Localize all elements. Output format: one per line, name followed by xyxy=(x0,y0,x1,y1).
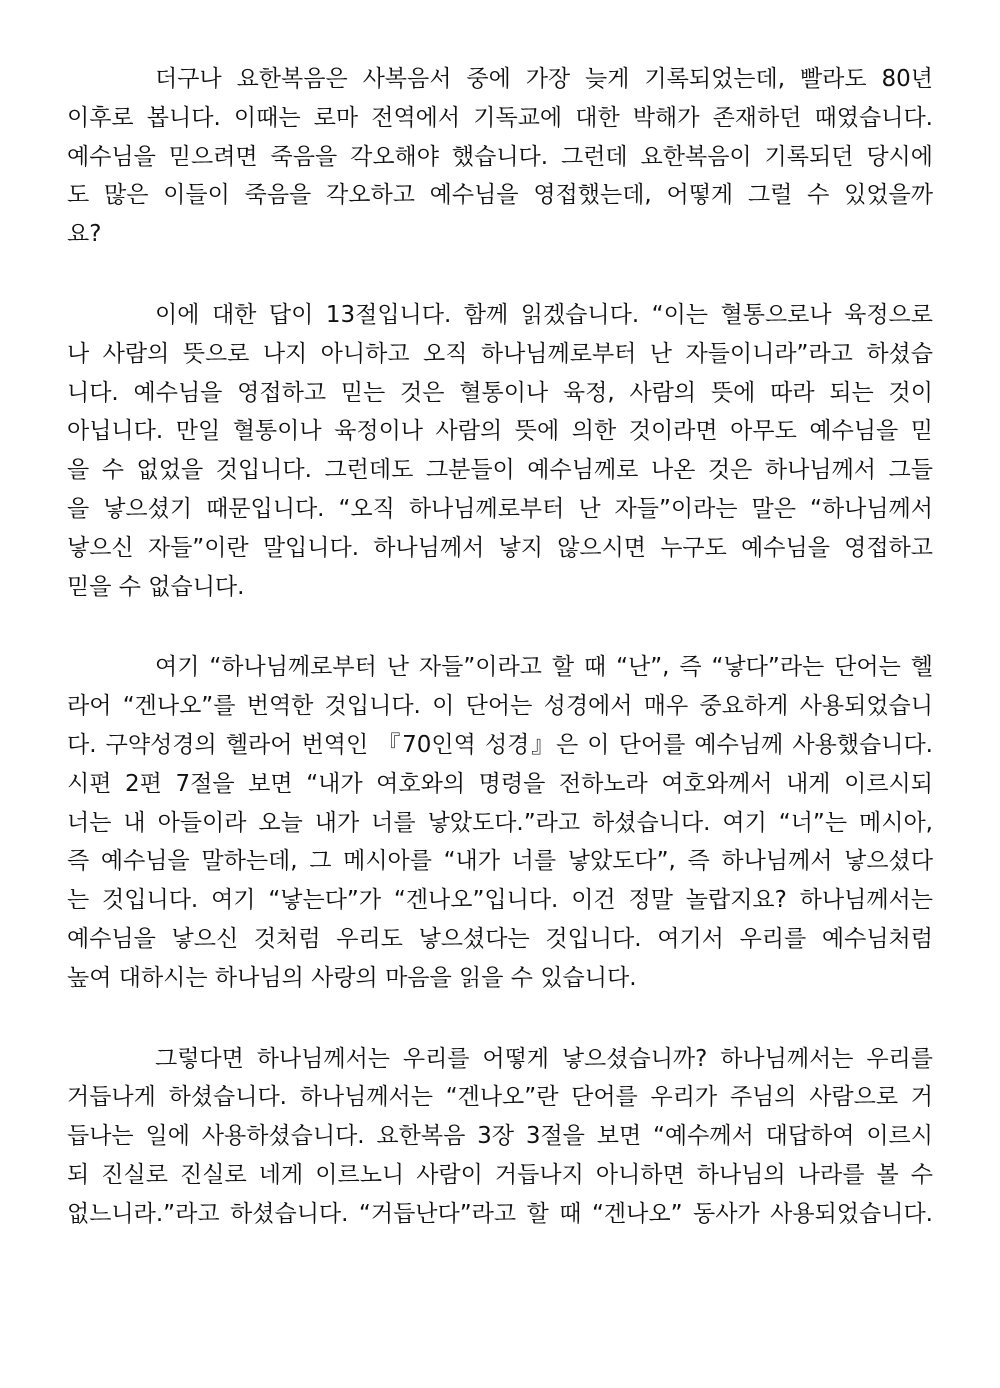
paragraph-1 xyxy=(67,60,933,254)
text-line: 되 진실로 진실로 네게 이르노니 사람이 거듭나지 아니하면 하나님의 나라를 볼 수 xyxy=(67,1161,933,1188)
text-line: 여기 “하나님께로부터 난 자들”이라고 할 때 “난”, 즉 “낳다”라는 단어는 헬 xyxy=(155,654,933,681)
text-line: 니다. 예수님을 영접하고 믿는 것은 혈통이나 육정, 사람의 뜻에 따라 되는 것이 xyxy=(67,379,933,406)
text-line: 너는 내 아들이라 오늘 내가 너를 낳았도다.”라고 하셨습니다. 여기 “너”는 메시아, xyxy=(67,809,933,836)
text-line: 낳으신 자들”이란 말입니다. 하나님께서 낳지 않으시면 누구도 예수님을 영접하고 xyxy=(67,534,933,561)
text-line: 다. 구약성경의 헬라어 번역인 『70인역 성경』은 이 단어를 예수님께 사용했습니다. xyxy=(67,731,933,758)
text-line: 을 수 없었을 것입니다. 그런데도 그분들이 예수님께로 나온 것은 하나님께서 그들 xyxy=(67,457,933,484)
text-line: 예수님을 믿으려면 죽음을 각오해야 했습니다. 그런데 요한복음이 기록되던 당시에 xyxy=(67,143,933,170)
text-line: 시편 2편 7절을 보면 “내가 여호와의 명령을 전하노라 여호와께서 내게 이르시되 xyxy=(67,770,933,797)
text-line: 그렇다면 하나님께서는 우리를 어떻게 낳으셨습니까? 하나님께서는 우리를 xyxy=(155,1045,933,1072)
text-line: 이후로 봅니다. 이때는 로마 전역에서 기독교에 대한 박해가 존재하던 때였습니다. xyxy=(67,104,933,131)
text-line: 아닙니다. 만일 혈통이나 육정이나 사람의 뜻에 의한 것이라면 아무도 예수님을 믿 xyxy=(67,418,933,445)
text-line: 도 많은 이들이 죽음을 각오하고 예수님을 영접했는데, 어떻게 그럴 수 있었을까 xyxy=(67,182,933,209)
text-line: 믿을 수 없습니다. xyxy=(67,573,245,600)
text-line: 이에 대한 답이 13절입니다. 함께 읽겠습니다. “이는 혈통으로나 육정으로 xyxy=(155,301,933,328)
paragraph-2 xyxy=(67,296,933,606)
text-line: 요? xyxy=(67,221,102,248)
text-line: 즉 예수님을 말하는데, 그 메시아를 “내가 너를 낳았도다”, 즉 하나님께서 낳으셨다 xyxy=(67,848,933,875)
text-line: 을 낳으셨기 때문입니다. “오직 하나님께로부터 난 자들”이라는 말은 “하나님께서 xyxy=(67,495,933,522)
paragraph-3 xyxy=(67,648,933,997)
text-line: 나 사람의 뜻으로 나지 아니하고 오직 하나님께로부터 난 자들이니라”라고 하셨습 xyxy=(67,340,933,367)
text-line: 듭나는 일에 사용하셨습니다. 요한복음 3장 3절을 보면 “예수께서 대답하여 이르시 xyxy=(67,1123,933,1150)
paragraph-4 xyxy=(67,1040,933,1234)
text-line: 없느니라.”라고 하셨습니다. “거듭난다”라고 할 때 “겐나오” 동사가 사용되었습니다. xyxy=(67,1200,933,1227)
text-line: 라어 “겐나오”를 번역한 것입니다. 이 단어는 성경에서 매우 중요하게 사용되었습니 xyxy=(67,693,933,720)
text-line: 는 것입니다. 여기 “낳는다”가 “겐나오”입니다. 이건 정말 놀랍지요? 하나님께서는 xyxy=(67,887,933,914)
text-line: 더구나 요한복음은 사복음서 중에 가장 늦게 기록되었는데, 빨라도 80년 xyxy=(155,66,933,92)
text-line: 예수님을 낳으신 것처럼 우리도 낳으셨다는 것입니다. 여기서 우리를 예수님처럼 xyxy=(67,925,933,952)
text-line: 높여 대하시는 하나님의 사랑의 마음을 읽을 수 있습니다. xyxy=(67,964,637,991)
text-line: 거듭나게 하셨습니다. 하나님께서는 “겐나오”란 단어를 우리가 주님의 사람으로 거 xyxy=(67,1084,933,1111)
